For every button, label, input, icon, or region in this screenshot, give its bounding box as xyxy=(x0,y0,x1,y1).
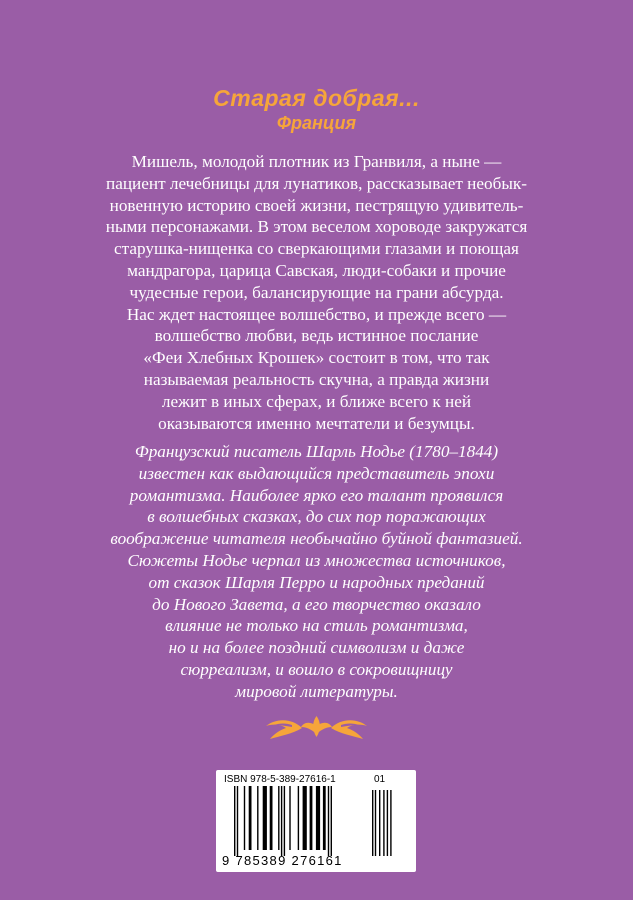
barcode-bar xyxy=(298,786,299,850)
barcode-bar xyxy=(323,786,326,850)
barcode-bar xyxy=(270,786,273,850)
summary-line: волшебство любви, ведь истинное послание xyxy=(154,326,479,346)
summary-line: чудесные герои, балансирующие на грани абсурда. xyxy=(129,282,504,302)
barcode-bar xyxy=(310,786,313,850)
author-line: влияние не только на стиль романтизма, xyxy=(165,616,468,636)
barcode-bar xyxy=(257,786,258,850)
barcode-bar xyxy=(372,790,373,856)
isbn-label: ISBN 978-5-389-27616-1 xyxy=(224,774,336,785)
summary-line: ными персонажами. В этом веселом хороводе закружатся xyxy=(105,217,528,237)
summary-line: «Феи Хлебных Крошек» состоит в том, что так xyxy=(143,348,490,368)
barcode-bar xyxy=(263,786,267,850)
series-header xyxy=(0,84,633,134)
barcode-bar xyxy=(390,790,391,856)
summary-line: называемая реальность скучна, а правда жизни xyxy=(143,369,490,389)
summary-line: лежит в иных сферах, и ближе всего к ней xyxy=(161,391,472,411)
barcode-digits: 9 785389 276161 xyxy=(222,853,343,868)
author-line: воображение читателя необычайно буйной фантазией. xyxy=(110,529,523,549)
summary-line: новенную историю своей жизни, пестрящую удивитель- xyxy=(109,195,524,215)
barcode-bar xyxy=(316,786,320,850)
author-line: но и на более поздний символизм и даже xyxy=(168,638,465,658)
summary-line: старушка-нищенка со сверкающими глазами и поющая xyxy=(114,239,519,259)
barcode-bar xyxy=(249,786,252,850)
barcode-bar xyxy=(387,790,388,856)
book-summary xyxy=(60,151,573,434)
barcode-bar xyxy=(234,786,235,856)
barcode-panel xyxy=(216,770,416,872)
author-line: от сказок Шарля Перро и народных преданий xyxy=(148,572,485,592)
summary-line: пациент лечебницы для лунатиков, рассказывает необык- xyxy=(106,173,527,193)
author-line: до Нового Завета, а его творчество оказало xyxy=(152,594,481,614)
author-line: известен как выдающийся представитель эпохи xyxy=(138,463,495,483)
barcode-bar xyxy=(331,786,332,856)
barcode-bar xyxy=(281,786,282,856)
barcode-bar xyxy=(379,790,380,856)
barcode-bar xyxy=(303,786,307,850)
author-line: романтизма. Наиболее ярко его талант проявился xyxy=(129,485,504,505)
author-line: сюрреализм, и вошло в сокровищницу xyxy=(180,659,453,679)
barcode-bar xyxy=(237,786,238,856)
author-line: Французский писатель Шарль Нодье (1780–1844) xyxy=(134,442,499,461)
summary-line: оказываются именно мечтатели и безумцы. xyxy=(158,413,475,433)
leaf-flourish-ornament-icon xyxy=(262,712,371,742)
summary-line: Мишель, молодой плотник из Гранвиля, а ныне — xyxy=(131,152,502,171)
author-line: в волшебных сказках, до сих пор поражающих xyxy=(147,507,486,527)
barcode-bar xyxy=(284,786,285,856)
author-bio xyxy=(60,441,573,703)
barcode-bar xyxy=(383,790,384,856)
author-line: Сюжеты Нодье черпал из множества источников, xyxy=(127,550,506,570)
series-subtitle: Франция xyxy=(276,113,357,133)
barcode-bar xyxy=(328,786,329,856)
author-line: мировой литературы. xyxy=(235,681,398,701)
barcode-bar xyxy=(244,786,245,850)
summary-line: Нас ждет настоящее волшебство, и прежде всего — xyxy=(126,304,507,324)
barcode-bar xyxy=(375,790,376,856)
barcode-bar xyxy=(278,786,279,850)
barcode-bar xyxy=(289,786,290,850)
summary-line: мандрагора, царица Савская, люди-собаки и прочие xyxy=(127,260,506,280)
barcode-supplement-label: 01 xyxy=(374,774,386,785)
series-title: Старая добрая... xyxy=(213,85,420,111)
